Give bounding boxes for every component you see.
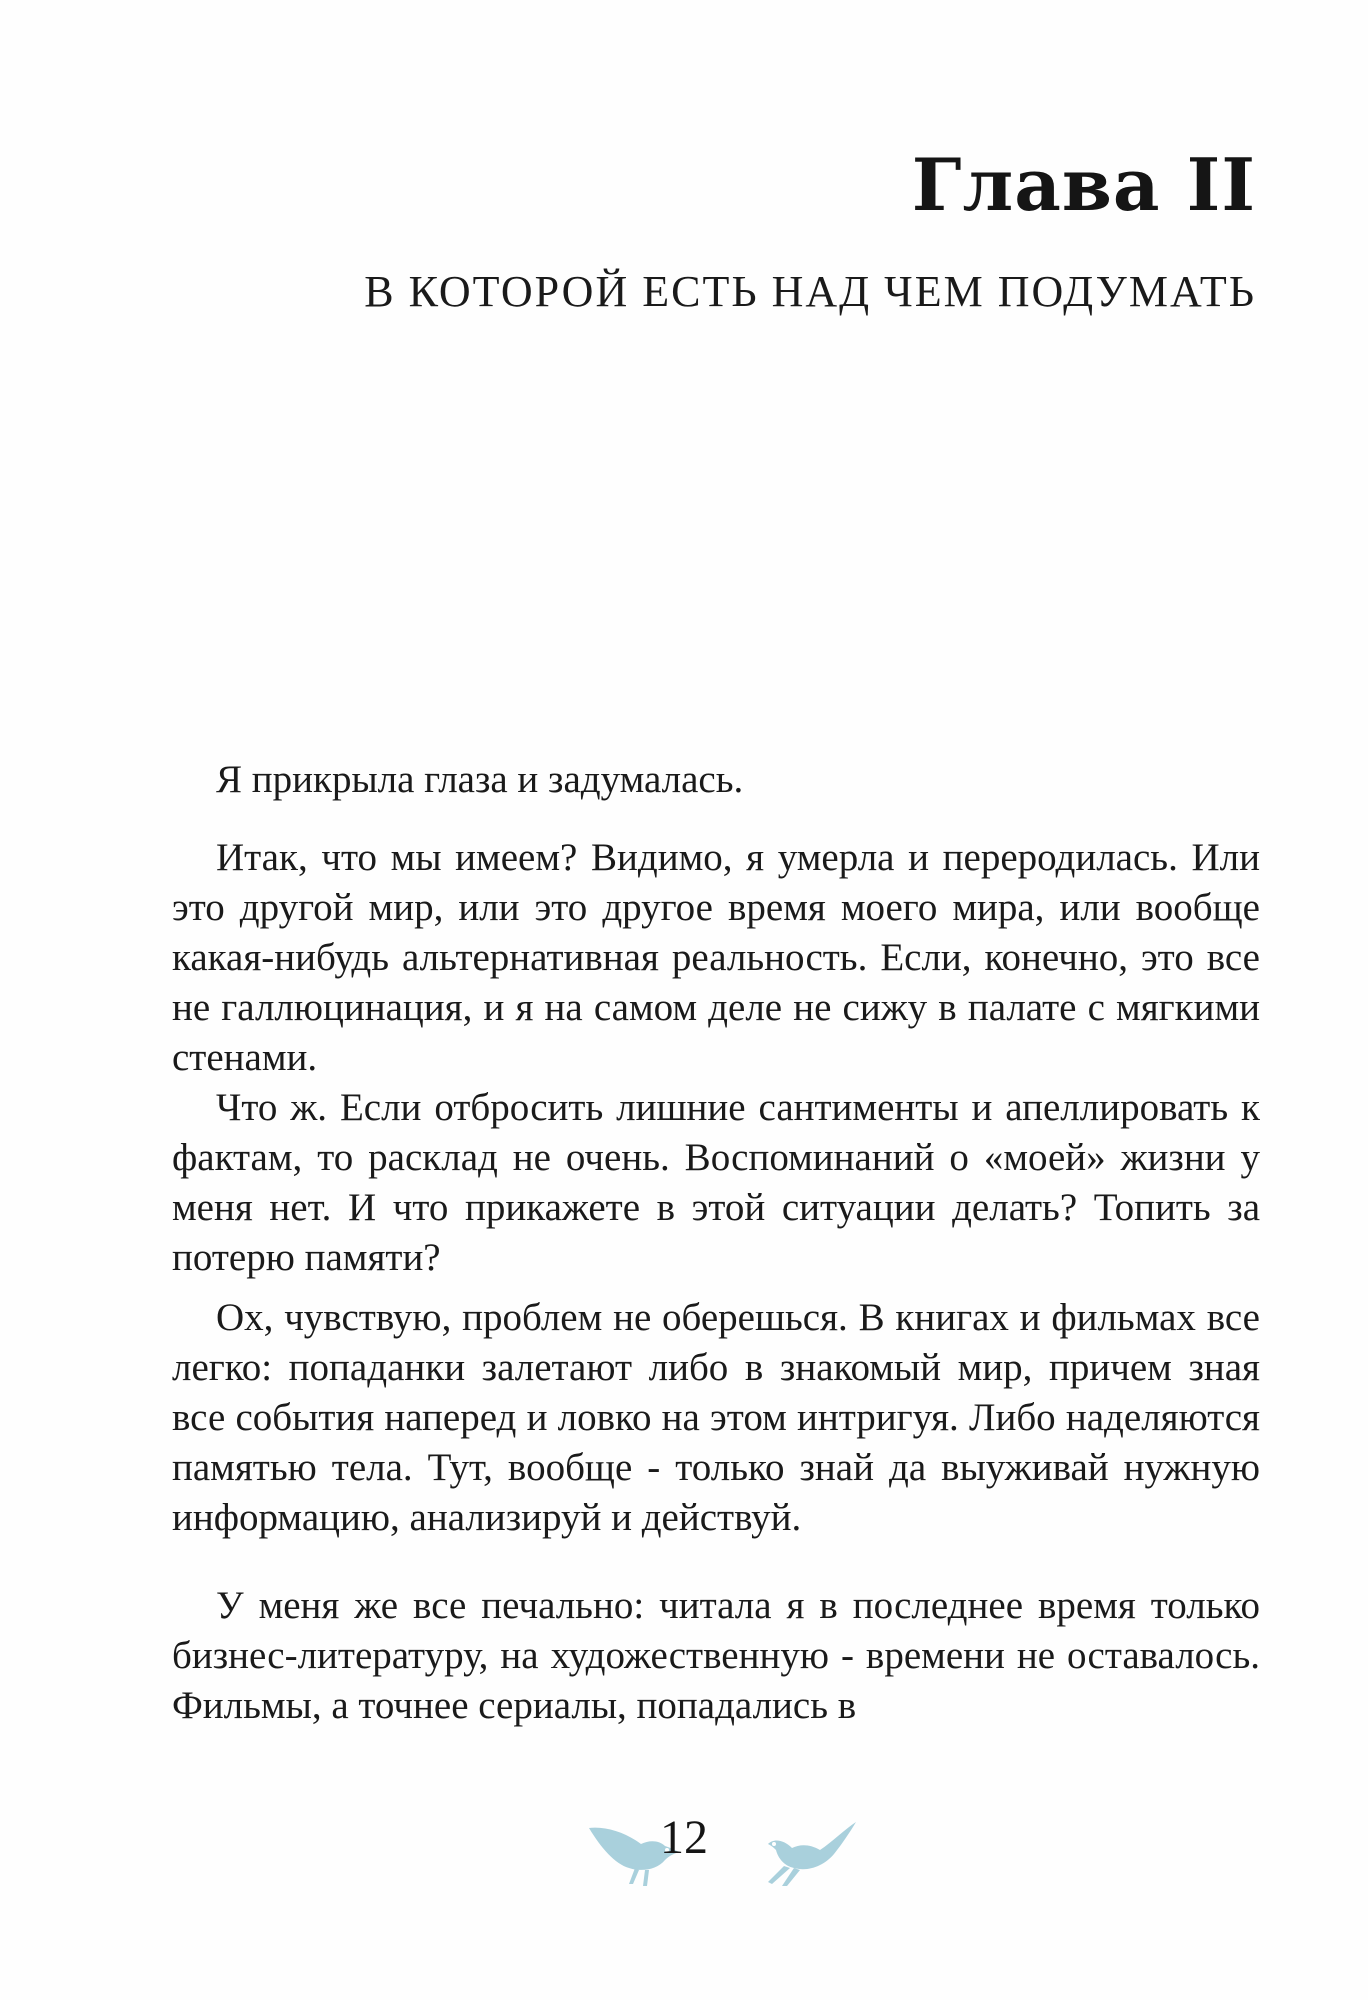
paragraph: Итак, что мы имеем? Видимо, я умерла и переродилась. Или это другой мир, или это другое время моего мира, или вообще какая-нибудь альтернативная реальность. Если, конечно, это все не галлюцинация, и я на самом деле не сижу в палате с мягкими стенами. — [172, 836, 1260, 1079]
paragraph: Ох, чувствую, проблем не оберешься. В книгах и фильмах все легко: попаданки залетают либо в знакомый мир, причем зная все события наперед и ловко на этом интригуя. Либо наделяются памятью тела. Тут, вообще - только знай да выуживай нужную информацию, анализируй и действуй. — [172, 1296, 1260, 1539]
chapter-title: Глава II — [911, 142, 1256, 227]
paragraph: Что ж. Если отбросить лишние сантименты и апеллировать к фактам, то расклад не очень. Воспоминаний о «моей» жизни у меня нет. И что прикажете в этой ситуации делать? Топить за потерю памяти? — [172, 1086, 1260, 1279]
paragraph: Я прикрыла глаза и задумалась. — [216, 758, 744, 801]
body-text — [172, 755, 1260, 1731]
paragraph: У меня же все печально: читала я в последнее время только бизнес-литературу, на художественную - времени не оставалось. Фильмы, а точнее сериалы, попадались в — [172, 1584, 1260, 1727]
chapter-subtitle: В КОТОРОЙ ЕСТЬ НАД ЧЕМ ПОДУМАТЬ — [364, 267, 1256, 316]
sparrow-icon — [760, 1810, 860, 1890]
page-footer — [0, 1810, 1368, 1900]
page-number: 12 — [660, 1811, 708, 1864]
